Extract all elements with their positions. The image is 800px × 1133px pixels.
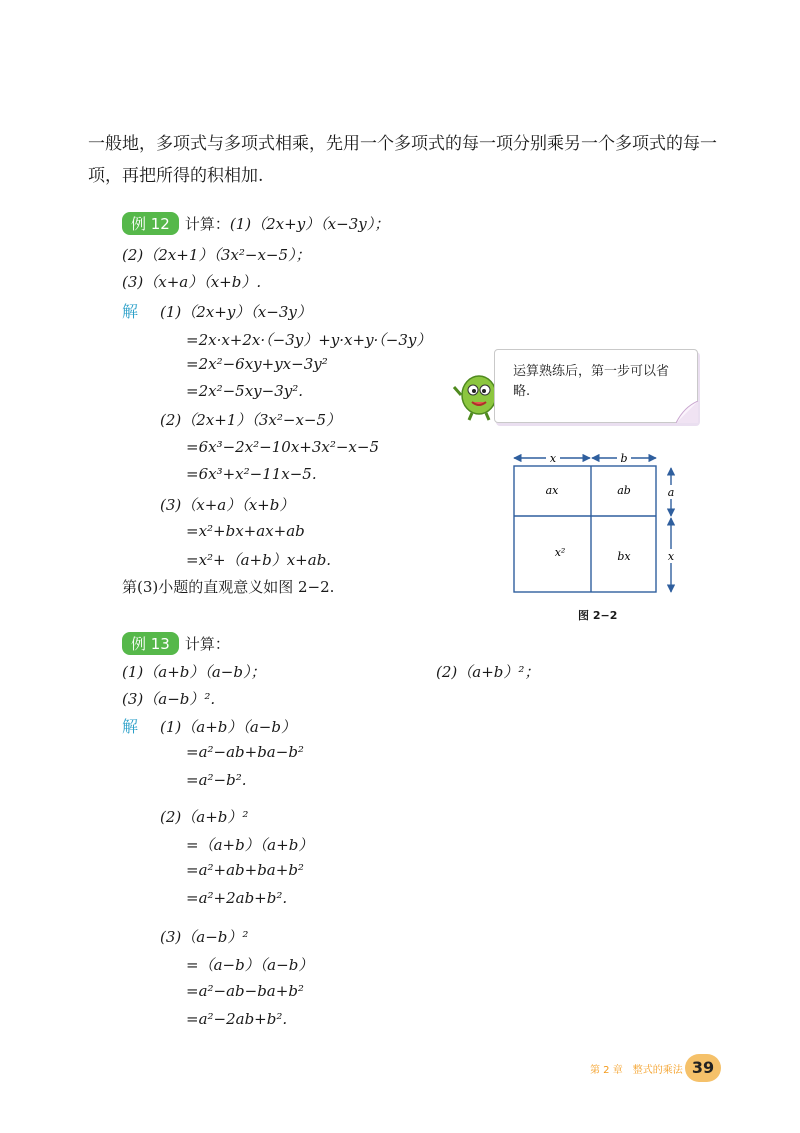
example-12-problem-3: (3)（x+a）（x+b）.	[122, 273, 262, 291]
example-12-problem-2: (2)（2x+1）（3x²−x−5）；	[122, 246, 311, 264]
ex13-sol1-line-3: =a²−b².	[186, 771, 247, 789]
example-12-closing: 第(3)小题的直观意义如图 2−2.	[122, 578, 335, 596]
figure-2-2	[508, 448, 690, 600]
fig-cell-x2: x²	[554, 546, 566, 559]
ex12-sol1-line-2: =2x·x+2x·（−3y）+y·x+y·（−3y）	[186, 331, 432, 349]
ex12-sol1-line-3: =2x²−6xy+yx−3y²	[186, 355, 328, 373]
ex12-sol3-line-3: =x²+（a+b）x+ab.	[186, 551, 332, 569]
ex12-sol3-line-2: =x²+bx+ax+ab	[186, 522, 305, 540]
example-13-problem-2: (2)（a+b）²；	[436, 663, 540, 681]
fig-top-b-label: b	[620, 452, 628, 465]
example-12-header	[122, 212, 389, 235]
ex13-sol3-line-1: (3)（a−b）²	[160, 928, 249, 946]
ex13-sol2-line-1: (2)（a+b）²	[160, 808, 249, 826]
ex13-sol1-line-2: =a²−ab+ba−b²	[186, 743, 304, 761]
fig-side-x-label: x	[667, 550, 675, 563]
ex12-sol3-line-1: (3)（x+a）（x+b）	[160, 496, 295, 514]
ex13-sol3-line-2: =（a−b）（a−b）	[186, 956, 314, 974]
ex12-sol2-line-2: =6x³−2x²−10x+3x²−x−5	[186, 438, 380, 456]
example-13-tag: 例 13	[122, 632, 179, 655]
fig-outer-square	[514, 466, 656, 592]
ex13-sol3-line-4: =a²−2ab+b².	[186, 1010, 288, 1028]
fig-cell-ab: ab	[617, 484, 631, 497]
example-13-problem-3: (3)（a−b）².	[122, 690, 216, 708]
ex13-sol2-line-2: =（a+b）（a+b）	[186, 836, 314, 854]
page-number: 39	[685, 1054, 721, 1082]
example-13-problem-1: (1)（a+b）（a−b）；	[122, 663, 266, 681]
example-13-header	[122, 632, 230, 655]
fig-side-a-label: a	[667, 486, 675, 499]
page-curl-icon	[676, 401, 698, 423]
ex12-sol1-line-1: (1)（2x+y）（x−3y）	[160, 303, 312, 321]
example-13-solution-label: 解	[122, 717, 139, 736]
fig-top-x-label: x	[549, 452, 557, 465]
tip-note-text: 运算熟练后，第一步可以省略.	[513, 364, 670, 399]
fig-cell-ax: ax	[545, 484, 559, 497]
example-12-solution-label: 解	[122, 302, 139, 321]
ex13-sol2-line-4: =a²+2ab+b².	[186, 889, 288, 907]
figure-caption: 图 2−2	[578, 609, 618, 622]
ex13-sol3-line-3: =a²−ab−ba+b²	[186, 982, 304, 1000]
fig-cell-bx: bx	[617, 550, 631, 563]
intro-paragraph: 一般地，多项式与多项式相乘，先用一个多项式的每一项分别乘另一个多项式的每一项，再把所得的积相加.	[88, 134, 717, 186]
ex12-sol2-line-1: (2)（2x+1）（3x²−x−5）	[160, 411, 342, 429]
ex12-sol2-line-3: =6x³+x²−11x−5.	[186, 465, 317, 483]
example-12-problem-1: (1)（2x+y）（x−3y）；	[229, 215, 390, 233]
tip-note	[494, 349, 698, 423]
example-13-prompt: 计算：	[184, 635, 230, 653]
ex13-sol1-line-1: (1)（a+b）（a−b）	[160, 718, 296, 736]
example-12-tag: 例 12	[122, 212, 179, 235]
ex12-sol1-line-4: =2x²−5xy−3y².	[186, 382, 303, 400]
footer-chapter: 第 2 章 整式的乘法	[590, 1065, 683, 1076]
ex13-sol2-line-3: =a²+ab+ba+b²	[186, 861, 304, 879]
example-12-prompt: 计算：	[184, 215, 230, 233]
